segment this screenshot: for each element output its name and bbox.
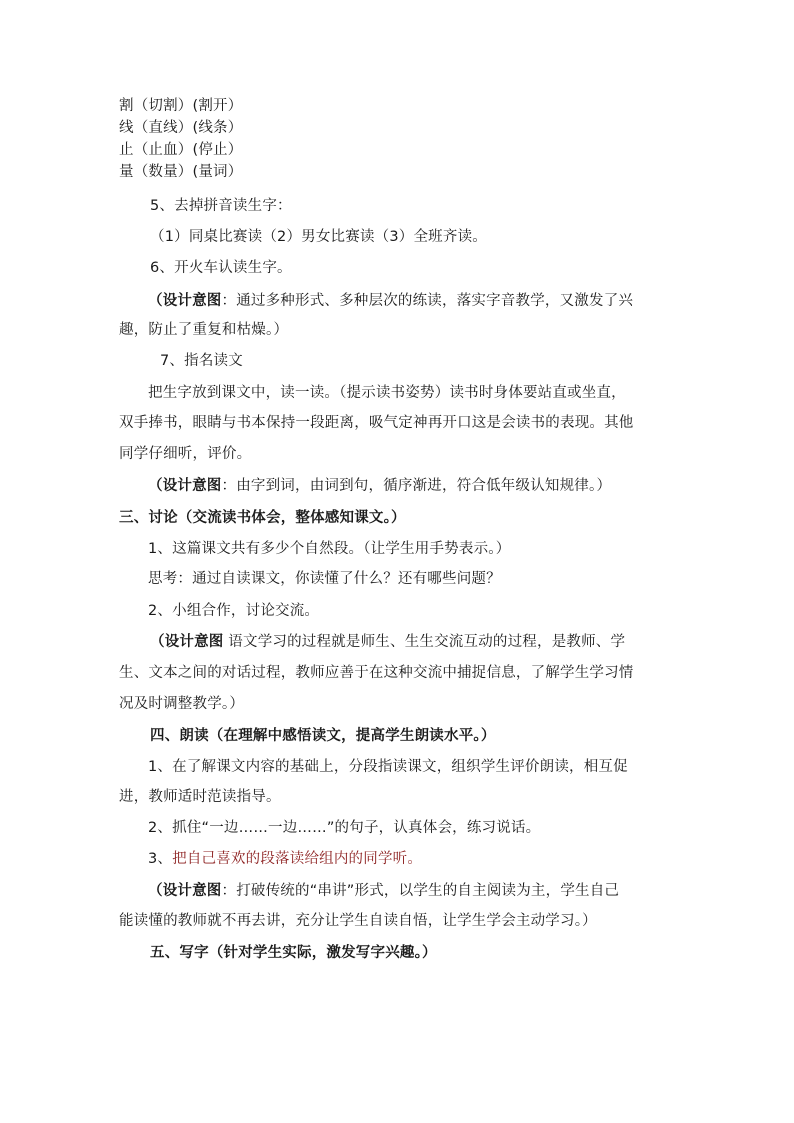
vocab-line-2: 线（直线）(线条）	[119, 120, 243, 136]
intent1-label: （设计意图	[148, 293, 222, 309]
section5-heading: 五、写字（针对学生实际，激发写字兴趣。）	[150, 945, 437, 961]
vocab-line-3: 止（止血）(停止）	[119, 142, 243, 158]
intent2-line: （设计意图：由字到词，由词到句，循序渐进，符合低年级认知规律。）	[148, 478, 612, 494]
step6-title: 6、开火车认读生字。	[150, 260, 292, 276]
s4-item3: 3、把自己喜欢的段落读给组内的同学听。	[148, 851, 423, 867]
intent2-label: （设计意图	[148, 478, 222, 494]
s3-think: 思考：通过自读课文，你读懂了什么？还有哪些问题？	[148, 571, 501, 587]
intent4-line-1: （设计意图：打破传统的“串讲”形式，以学生的自主阅读为主，学生自己	[148, 883, 620, 899]
s4-item1-line-1: 1、在了解课文内容的基础上，分段指读课文，组织学生评价朗读，相互促	[148, 759, 628, 775]
intent3-line-2: 生、文本之间的对话过程，教师应善于在这种交流中捕捉信息，了解学生学习情	[119, 665, 634, 681]
step5-title: 5、去掉拼音读生字：	[150, 198, 292, 214]
intent3-label: （设计意图	[150, 634, 224, 650]
s3-item2: 2、小组合作，讨论交流。	[148, 603, 320, 619]
step7-line-2: 双手捧书，眼睛与书本保持一段距离，吸气定神再开口这是会读书的表现。其他	[119, 415, 634, 431]
s3-item1: 1、这篇课文共有多少个自然段。（让学生用手势表示。）	[148, 541, 511, 557]
s4-item3-highlight: 把自己喜欢的段落读给组内的同学听。	[172, 851, 423, 867]
intent3-line-1: （设计意图 语文学习的过程就是师生、生生交流互动的过程，是教师、学	[150, 634, 626, 650]
intent4-line-2: 能读懂的教师就不再去讲，充分让学生自读自悟，让学生学会主动学习。）	[119, 913, 597, 929]
vocab-line-4: 量（数量）(量词）	[119, 164, 243, 180]
section3-heading: 三、讨论（交流读书体会，整体感知课文。）	[119, 510, 406, 526]
intent1-line-1: （设计意图：通过多种形式、多种层次的练读，落实字音教学，又激发了兴	[148, 293, 634, 309]
section4-heading: 四、朗读（在理解中感悟读文，提高学生朗读水平。）	[150, 728, 496, 744]
step7-title: 7、指名读文	[160, 353, 243, 369]
intent1-line-2: 趣，防止了重复和枯燥。）	[119, 322, 289, 338]
intent4-label: （设计意图	[148, 883, 222, 899]
step5-detail: （1）同桌比赛读（2）男女比赛读（3）全班齐读。	[150, 229, 487, 245]
s4-item2: 2、抓住“一边……一边……”的句子，认真体会，练习说话。	[148, 820, 541, 836]
s4-item1-line-2: 进，教师适时范读指导。	[119, 789, 281, 805]
step7-line-1: 把生字放到课文中，读一读。（提示读书姿势）读书时身体要站直或坐直，	[148, 385, 626, 401]
step7-line-3: 同学仔细听，评价。	[119, 446, 252, 462]
intent3-line-3: 况及时调整教学。）	[119, 696, 245, 712]
vocab-line-1: 割（切割）(割开）	[119, 98, 243, 114]
